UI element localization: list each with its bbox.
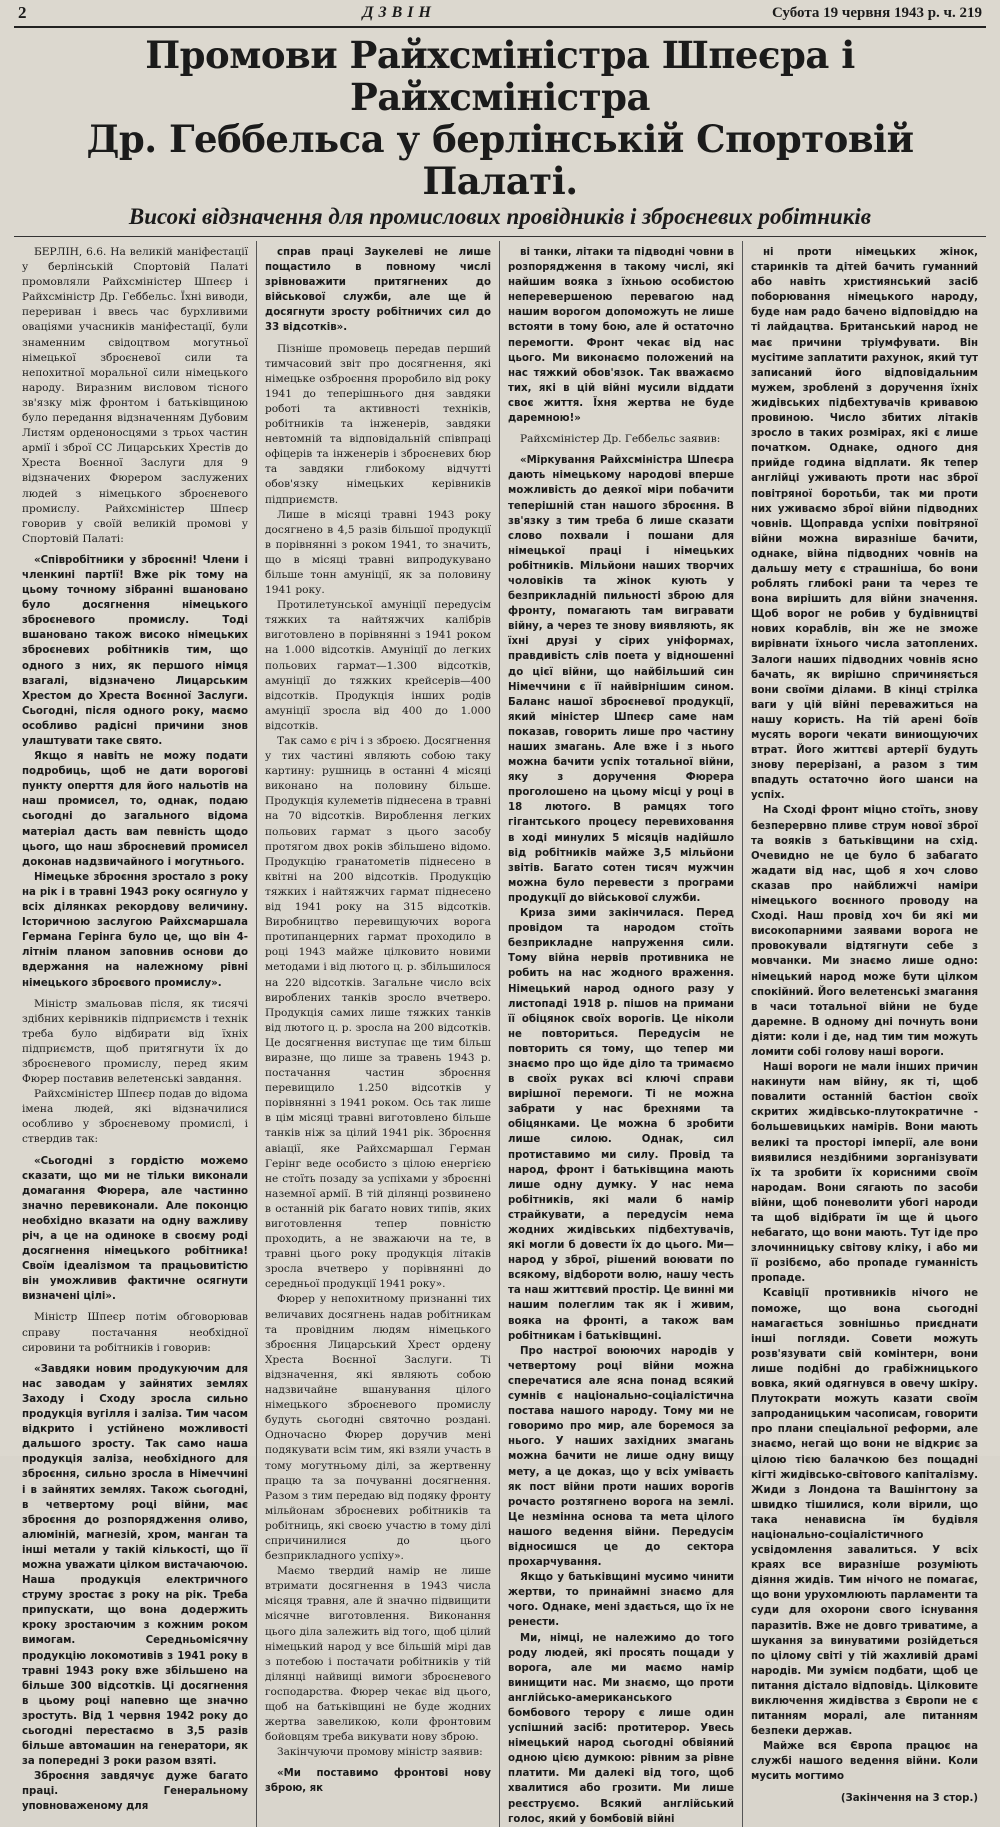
paragraph: «Завдяки новим продукуючим для нас заводам у зайнятих землях Заходу і Сходу зросла сильно продукція вугілля і заліза. Тим часом відкрито і устійнено можливості дальшого зросту. Так само наша продукція заліза, необхідного для зброєння, сильно зросла в Німеччині і в зайнятих землях. Також сьогодні, в четвертому році війни, має зброєння до розпорядження оливо, алюміній, магнезій, хром, манган та інші метали у такій кількості, що її можна уважати цілком вистачаючою. Наша продукція електричного струму зростає з року на рік. Треба припускати, що вона додержить кроку зростаючим з кожним роком вимогам. Середньомісячну продукцію локомотивів з 1941 року в травні 1943 року вже збільшено на більше 300 відсотків. Ці досягнення в цьому році напевно ще значно зростуть. Від 1 червня 1942 року до сьогодні перестаємо в 3,5 разів більше автомашин на генератори, як за попередні 3 роки разом взяті. <box>22 1363 248 1768</box>
paragraph: «Міркування Райхсміністра Шпеєра дають німецькому народові вперше можливість до деякої міри побачити теперішній стан нашого зброєння. В зв'язку з тим треба б лише сказати слово похвали і пошани для німецької праці і німецьких робітників. Мільйони наших творчих чоловіків та жінок кують у безприкладній пильності зброю для фронту, помагають там вигравати війну, а через те знову виявляють, як їхні друзі у сірих уніформах, правдивість слів поета у відношенні до цієї війни, що найбільший син Німеччини є її найвірнішим сином. Баланс нашої зброєневої продукції, який міністер Шпеєр саме нам показав, говорить лише про частину наших змагань. Але вже і з нього можна бачити успіх тотальної війни, яку з доручення Фюрера проголошено на цьому місці у році в 18 лютого. В рамцях того гігантського процесу перевиховання в ході минулих 5 місяців надійшло від робітників майже 3,5 мільйони звітів. Багато сотен тисяч мужчин можна було перевести з програми продукції до військової служби. <box>508 455 734 904</box>
text-column-1 <box>14 241 257 1827</box>
paragraph: Фюрер у непохитному признанні тих величавих досягнень надав робітникам та провідним людям німецького зброєння Лицарський Хрест ордену Хреста Воєнної Заслуги. Ті відзначення, які являють собою надзвичайне вшанування цілого німецького зброєневого промислу будуть сьогодні святочно роздані. Одночасно Фюрер доручив мені подякувати всім тим, які взяли участь в тому могутньому ділі, за жертвенну працю та за почуванні досягнення. Разом з тим передаю від подяку фронту мільйонам зброєневих робітників та робітниць, які своєю участю в тому ділі спричинилися до цього безприкладного успіху». <box>265 1293 491 1563</box>
paragraph: Пізніше промовець передав перший тимчасовий звіт про досягнення, які німецьке озброєння проробило від року 1941 до теперішнього дня завдяки роботі та активності техніків, робітників та інженерів, завдяки невтомній та відповідальній співпраці офіцерів та інженерів і зброєневих бюр та завдяки глибокому відчутті обов'язку німецьких керівників підприємств. <box>265 342 491 506</box>
newspaper-name: ДЗВІН <box>362 4 436 21</box>
paragraph: справ праці Заукелеві не лише пощастило в повному числі зрівноважити притягнених до військової служби, але ще й досягнути зросту робітничих сил до 33 відсотків». <box>265 247 491 334</box>
masthead <box>14 0 986 28</box>
text-column-2 <box>257 241 500 1827</box>
paragraph: БЕРЛІН, 6.6. На великій маніфестації у берлінській Спортовій Палаті промовляли Райхсміністер Шпеєр і Райхсміністр Др. Геббельс. Їхні виводи, перериван і ввесь час бурхливими оваціями учасників маніфестації, були знаменним свідоцтвом могутньої німецької зброєневої сили та непохитної моральної сили німецького народу. Виразним висловом тісного зв'язку між фронтом і батьківщиною було передання відзначенням Дубовим Листям орденоносцями з трьох частин армії і зброї СС Лицарських Хрестів до Хреста Воєнної Заслуги для 9 відзначених Фюрером заслужених людей з німецького зброєневого промислу. Райхсміністер Шпеєр говорив у своїй великій промові у Спортовій Палаті: <box>22 246 248 545</box>
paragraph: «Сьогодні з гордістю можемо сказати, що ми не тільки виконали домагання Фюрера, але частинно значно перевиконали. Але поконцю необхідно вказати на одну важливу річ, а це на одиноке в своєму роді досягнення німецького робітника! Своїм ідеалізмом та працьовитістю він уможливив фактичне осягнути визначені цілі». <box>22 1155 248 1303</box>
paragraph: «Ми поставимо фронтові нову зброю, як <box>265 1768 491 1795</box>
paragraph: Криза зими закінчилася. Перед провідом та народом стоїть безприкладне напруження сили. Тому війна нервів противника не робить на нас жодного враження. Німецький народ одного разу у листопаді 1918 р. пішов на примани її обіцянок своїх ворогів. Це ніколи не повториться. Передусім не повторить ся тому, що тепер ми знаємо про що йде діло та тримаємо в своїх руках всі ключі справи вирішної перемоги. Ті не можна забрати у нас брехнями та обіцянками. Це можна б зробити лише силою. Однак, сил протиставимо ми силу. Провід та народ, фронт і батьківщина мають лише одну думку. У нас нема робітників, які мали б намір страйкувати, а передусім нема жодних жидівських підбехтувачів, які могли б довести їх до цього. Ми—народ у зброї, рішений воювати по всякому, відбороти волю, нашу честь та наш життєвий простір. Це винні ми нашим полеглим так як і живим, вояка на фронті, а також вам робітникам і батьківщині. <box>508 908 734 1342</box>
article-headline <box>14 34 986 202</box>
headline-line-2: Др. Геббельса у берлінській Спортовій Палаті. <box>86 117 914 203</box>
paragraph: Ми, німці, не належимо до того роду людей, які просять пощади у ворога, але ми маємо намір винищити нас. Ми знаємо, що проти англійсько-американського бомбового терору є лише один успішний засіб: протитерор. Увесь німецький народ сьогодні обвіяний одною цією думкою: рівним за рівне платити. Ми далекі від того, щоб хвалитися або грозити. Ми лише реєструємо. Всякий англійський голос, який у бомбовій війні <box>508 1632 734 1825</box>
paragraph: Про настрої воюючих народів у четвертому році війни можна сперечатися але ясна понад всякий сумнів є національно-соціалістична постава нашого народу. Тому ми не говоримо про мир, але боремося за нього. У наших західних змагань можна бачити не лише одну вищу мету, а це доказ, що у всіх уміваєть як пост війни проти наших ворогів рочасто розтягнено ворога на землі. Це незмінна основа та мета цілого нашого ведення війни. Передусім відносишся це до сектора прохарчування. <box>508 1345 734 1569</box>
paragraph: Німецьке зброєння зростало з року на рік і в травні 1943 року осягнуло у всіх ділянках рекордову величину. Історичною заслугою Райхсмаршала Германа Герінга було це, що він 4-літнім планом заповнив основи до вдержання на належному рівні німецького зброєвого промислу». <box>22 871 248 989</box>
paragraph: Зброєння завдячує дуже багато праці. Генеральному уповноваженому для <box>22 1771 248 1813</box>
paragraph: Маємо твердий намір не лише втримати досягнення в 1943 числа місяця травня, але й значно підвищити місячне виготовлення. Виконання цього діла залежить від того, щоб цілий німецький народ у все більшій мірі дав з потебою і постачати робітників у тій ділянці найвищі вимоги зброєневого господарства. Фюрер чекає від цього, щоб на батьківщині не буде жодних жертва завеликою, коли фронтовим бойовцям треба викувати нову зброю. <box>265 1565 491 1744</box>
text-column-3 <box>500 241 743 1827</box>
headline-line-1: Промови Райхсміністра Шпеєра і Райхсміністра <box>145 33 855 119</box>
paragraph: Якщо у батьківщині мусимо чинити жертви, то принаймні знаємо для чого. Однаке, мені здається, що їх не ренести. <box>508 1572 734 1629</box>
paragraph: На Сході фронт міцно стоїть, знову безперервно пливе струм нової зброї та вояків з батьківщини на схід. Очевидно не це було б забагато жадати від нас, щоб я хоч слово сказав про найближчі наміри німецького воєнного проводу на Сході. Наш провід хоч би які ми високопарними заявами ворога не провокували відтягнути себе з мовчанки. Ми знаємо лише одно: німецький народ може бути цілком спокійний. Його велетенські змагання в часи тотальної війни не буде даремне. В одному дні почнуть вони діяти: коли і де, над тим тим можуть ломити собі голову наші вороги. <box>751 805 978 1058</box>
paragraph: ні проти німецьких жінок, старинків та дітей бачить гуманний або навіть християнський засіб поборювання німецького народу, буде нам радо бачено відповіддю на ті лайдацтва. Британський народ не має причини тріумфувати. Він мусітиме заплатити рахунок, який тут записаний його відповідальним мужем, зробленй з доручення їхніх жидівських підбехтувачів кривавою провиною. Число збитих літаків зросло в таких розмірах, які є лише початком. Однаке, одного дня прийде година відплати. Як тепер англійці уживають проти нас зброї повітряної боротьби, так ми проти них уживаємо зброї війни підводних човнів. Щоправда успіхи повітряної війни можна виразніше бачити, однаке, війна підводних човнів на дальшу мету є страшніша, бо вони роблять глибокі рани та через те вона вирішить для війни значення. Щоб ворог не робив у будівництві нових кораблів, він же не зможе вирівнати їхнього числа затоплених. Залоги наших підводних човнів ясно бачать, як вирішно спричиняється вони своїми ділами. В кінці стрілка ваги у цій війні переважиться на нашу користь. На тій арені боїв мусять вороги чекати виниощуючих втрат. Його життєві артерії будуть знову перерізані, а разом з тим впадуть остаточно його шанси на успіх. <box>751 247 978 802</box>
paragraph: Наші вороги не мали інших причин накинути нам війну, як ті, щоб повалити останній бастіон своїх скритих жидівсько-плутократичне - большевицьких намірів. Вони мають великі та просторі імперії, але вони виявилися нездібними зорганізувати їх та зробити їх корисними своїм народам. Вони сягають по засоби війни, щоб поневолити убогі народи та щоб відібрати їм ще й цього небагато, що вони мають. Тут іде про злочинницьку світову кліку, і або ми її розібємо, або пропаде гуманність пропаде. <box>751 1062 978 1285</box>
paragraph: «Співробітники у зброєнні! Члени і членкині партії! Вже рік тому на цьому точному зібранні вшановано було досягнення німецького зброєневого промислу. Тоді вшановано також високо німецьких зброєневих робітників тим, що одного з них, як першого німця взагалі, відзначено Лицарським Хрестом до Хреста Воєнної Заслуги. Сьогодні, після одного року, маємо особливо радісні причини знов улаштувати таке свято. <box>22 554 248 747</box>
issue-date: Субота 19 червня 1943 р. ч. 219 <box>771 4 982 21</box>
paragraph: Міністр Шпеєр потім обговорював справу постачання необхідної сировини та робітників і говорив: <box>22 1311 248 1354</box>
paragraph: Так само є річ і з зброєю. Досягнення у тих частині являють собою таку картину: рушниць в останні 4 місяці виконано на половину більше. Продукція кулеметів піднесена в травні на 70 відсотків. Вироблення легких польових гармат з цього засобу протягом двох років збільшено відомо. Продукцію гранатометів піднесено в квітні на 200 відсотків. Продукцію тяжких і найтяжчих гармат піднесено від 1941 року на 315 відсотків. Виробництво перевищуючих ворога протипанцерних гармат проходило в році 1943 майже цілковито новими методами і від лютого ц. р. збільшилося на 220 відсотків. Загальне число всіх вироблених танків зросло вчетверо. Продукція самих лише тяжких танків від лютого ц. р. зросла на 200 відсотків. Це досягнення виступає ще тим більш виразне, що лише за травень 1943 р. постачання частин зброєння перевищило 1.250 відсотків у порівнянні з 1941 роком. Ось так лише в цім місяці травні виготовлено більше танків ніж за цілий 1941 рік. Зброєння авіації, яке Райхсмаршал Герман Герінг веде особисто з цілою енергією не стоїть позаду за успіхами у зброєнні наземної армії. В тій ділянці розвинено в останній рік багато нових типів, яких виготовлення тепер повністю проходить, а не зважаючи на те, в травні цього року продукція літаків зросла вчетверо у порівнянні до середньої продукції 1941 року». <box>265 735 491 1291</box>
paragraph: Протилетунської амуніції передусім тяжких та найтяжчих калібрів виготовлено в порівнянні з 1941 роком на 1.000 відсотків. Амуніції до легких польових гармат—1.300 відсотків, амуніції до тяжких крейсерів—400 відсотків. Продукція інших родів амуніції зросла від 400 до 1.000 відсотків. <box>265 599 491 732</box>
paragraph: Райхсміністер Шпеєр подав до відома імена людей, які відзначилися особливо у зброєневому промислі, і ствердив так: <box>22 1088 248 1146</box>
paragraph: ві танки, літаки та підводні човни в розпорядження в такому числі, які найшим вояка з їхньою особистою неперевершеною перевагою над нашим ворогом допоможуть не лише встояти в тому бою, але й остаточно перемогти. Фронт чекає від нас цього. Ми виконаємо положений на нас тяжкий обов'язок. Так вважаємо тих, які в цій війні мусили віддати своє життя. Їхня жертва не буде даремною!» <box>508 247 734 425</box>
paragraph: Міністр змальовав після, як тисячі здібних керівників підприємств і технік треба було відбирати від їхніх підприємств, щоб притягнути їх до зброєневого промислу, перед яким Фюрер поставив велетенські завдання. <box>22 997 248 1086</box>
paragraph: (Закінчення на 3 стор.) <box>840 1792 978 1804</box>
article-columns <box>14 241 986 1825</box>
text-column-4 <box>743 241 986 1827</box>
paragraph: Ксавіції противників нічого не поможе, що вона сьогодні намагається зовнішньо приєднати інші погляди. Совети можуть розв'язувати свій комінтерн, вони лише подібні до грабіжницького вовка, який одягнувся в овечу шкіру. Плутократи можуть казати своїм запроданицьким часописам, говорити про плани спеціальної реформи, але знаємо, негай що вони не відкриє за цілою тією балачкою без пощадні кігті жидівсько-світового капіталізму. Жиди з Лондона та Вашінгтону за швидко тішилися, коли вірили, що така ненависна їм будівля національно-соціалістичного усвідомлення завалиться. У всіх краях все виразніше розуміють діяння жидів. Тим нічого не помагає, що вони урухомлюють парламенти та суди для охорони свого існування паразитів. Вже не довго триватиме, а шукання за винуватими розійдеться по цілому світі у тій жахливій драмі народів. Ми зумієм подбати, щоб це питання дістало відповідь. Цілковите виключення жидівства з Європи не є питанням моралі, але питанням безпеки держав. <box>751 1288 978 1738</box>
paragraph: Якщо я навіть не можу подати подробиць, щоб не дати ворогові пункту оперття для його нальотів на наш промисел, то, однак, подаю сьогодні до загального відома матеріал дасть вам певність щодо цього, що наш зброєневий промисел доконав надзвичайного і могутнього. <box>22 751 248 868</box>
paragraph: Райхсміністер Др. Геббельс заявив: <box>520 433 721 446</box>
paragraph: Закінчуючи промову міністр заявив: <box>277 1746 483 1759</box>
page-number: 2 <box>18 3 27 22</box>
article-subheadline: Високі відзначення для промислових провідників і зброєневих робітників <box>14 204 986 237</box>
paragraph: Майже вся Європа працює на службі нашого ведення війни. Коли мусить могтимо <box>751 1741 978 1783</box>
paragraph: Лише в місяці травні 1943 року досягнено в 4,5 разів більшої продукції в порівнянні з роком 1941, то значить, що в місяці травні випродукувано більше тонн амуніції, як за половину 1941 року. <box>265 508 491 597</box>
